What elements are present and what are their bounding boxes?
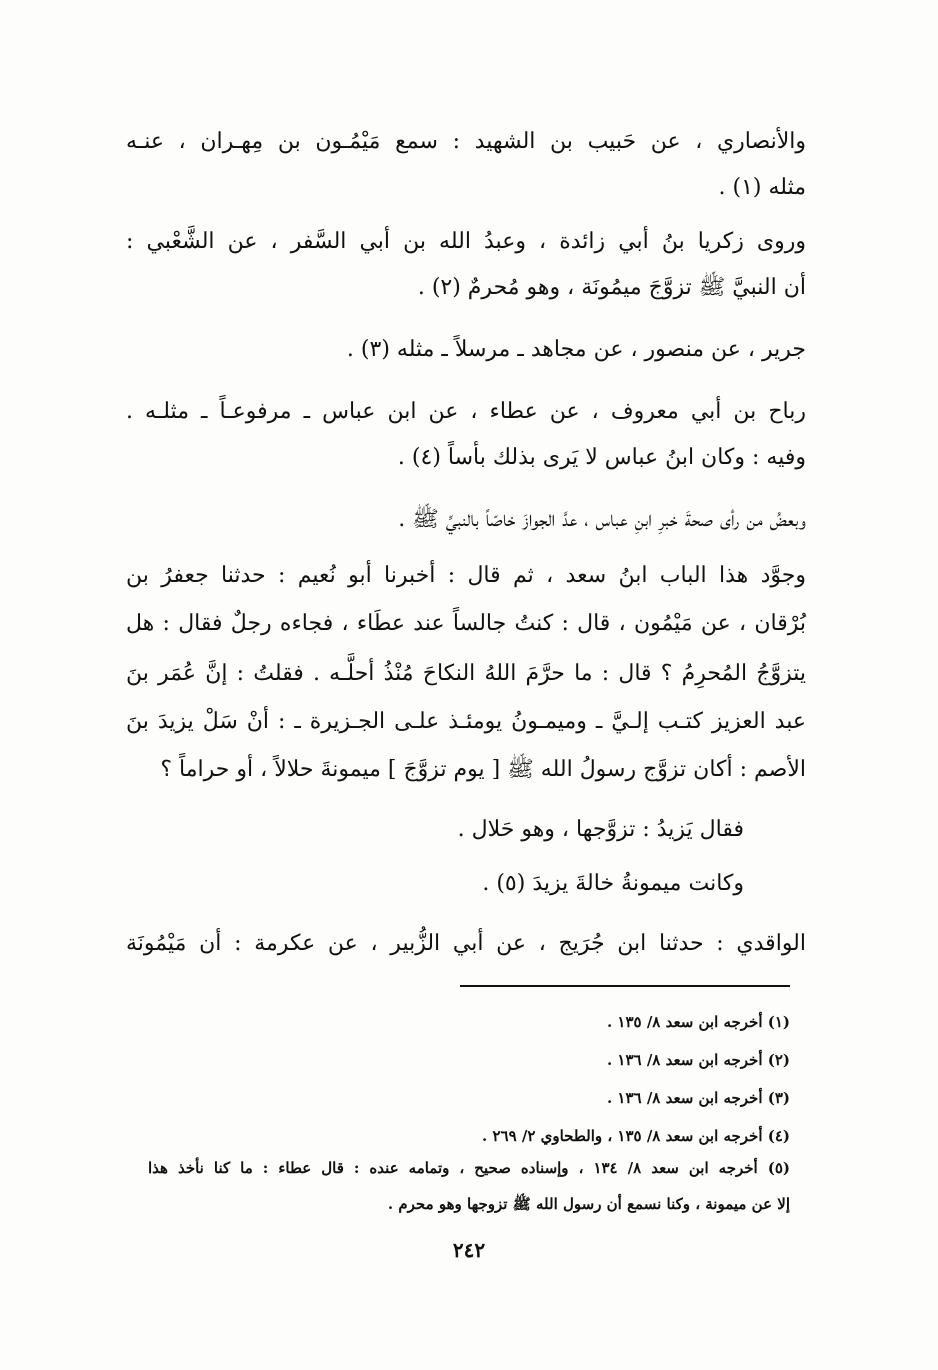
body-line: وروى زكريا بنُ أبي زائدة ، وعبدُ الله بن أبي السَّفر ، عن الشَّعْبي : xyxy=(126,229,806,254)
body-line: بُرْقان ، عن مَيْمُون ، قال : كنتُ جالساً عند عطَاء ، فجاءه رجلٌ فقال : هل xyxy=(126,611,806,636)
body-line: فقال يَزيدُ : تزوَّجها ، وهو حَلال . xyxy=(457,817,744,842)
footnote: (٥) أخرجه ابن سعد ٨/ ١٣٤ ، وإسناده صحيح ، وتمامه عنده : قال عطاء : ما كنا نأخذ هذا xyxy=(148,1159,790,1177)
footnote: (١) أخرجه ابن سعد ٨/ ١٣٥ . xyxy=(606,1013,790,1031)
footnote: (٤) أخرجه ابن سعد ٨/ ١٣٥ ، والطحاوي ٢/ ٢٦٩ . xyxy=(482,1127,790,1145)
body-line: والأنصاري ، عن حَبيب بن الشهيد : سمع مَيْمُـون بن مِهـران ، عنـه xyxy=(126,129,806,154)
footnote: (٢) أخرجه ابن سعد ٨/ ١٣٦ . xyxy=(606,1051,790,1069)
body-line: رباح بن أبي معروف ، عن عطاء ، عن ابن عباس ـ مرفوعـاً ـ مثلـه . xyxy=(126,399,806,424)
body-line: يتزوَّجُ المُحرِمُ ؟ قال : ما حرَّمَ اللهُ النكاحَ مُنْذُ أحلَّـه . فقلتُ : إنَّ عُمَر بنَ xyxy=(126,661,806,686)
footnote-separator xyxy=(460,985,790,987)
body-line: وجوَّد هذا الباب ابنُ سعد ، ثم قال : أخبرنا أبو نُعيم : حدثنا جعفرُ بن xyxy=(126,563,806,588)
body-line: الأصم : أكان تزوَّج رسولُ الله ﷺ [ يوم تزوَّجَ ] ميمونةَ حلالاً ، أو حراماً ؟ xyxy=(160,757,806,782)
body-line: جرير ، عن منصور ، عن مجاهد ـ مرسلاً ـ مثله (٣) . xyxy=(346,337,806,362)
footnote-continuation: إلا عن ميمونة ، وكنا نسمع أن رسول الله ﷺ تزوجها وهو محرم . xyxy=(387,1195,790,1213)
body-line: وبعضُ من رأى صحةَ خبرِ ابنِ عباس ، عدَّ الجوازَ خاصّاً بالنبيِّ ﷺ . xyxy=(398,507,806,532)
footnote: (٣) أخرجه ابن سعد ٨/ ١٣٦ . xyxy=(606,1089,790,1107)
body-line: أن النبيَّ ﷺ تزوَّجَ ميمُونَة ، وهو مُحرمٌ (٢) . xyxy=(417,275,806,300)
body-line: وكانت ميمونةُ خالةَ يزيدَ (٥) . xyxy=(482,871,744,896)
body-line: الواقدي : حدثنا ابن جُرَيج ، عن أبي الزُّبير ، عن عكرمة : أن مَيْمُونَة xyxy=(126,931,806,956)
body-line: مثله (١) . xyxy=(718,175,806,200)
page-number: ٢٤٢ xyxy=(452,1238,486,1262)
body-line: وفيه : وكان ابنُ عباس لا يَرى بذلك بأساً (٤) . xyxy=(397,445,806,470)
body-line: عبد العزيز كتـب إلـيَّ ـ وميمـونُ يومئـذ علـى الجـزيرة ـ : أنْ سَلْ يزيدَ بنَ xyxy=(126,709,806,734)
